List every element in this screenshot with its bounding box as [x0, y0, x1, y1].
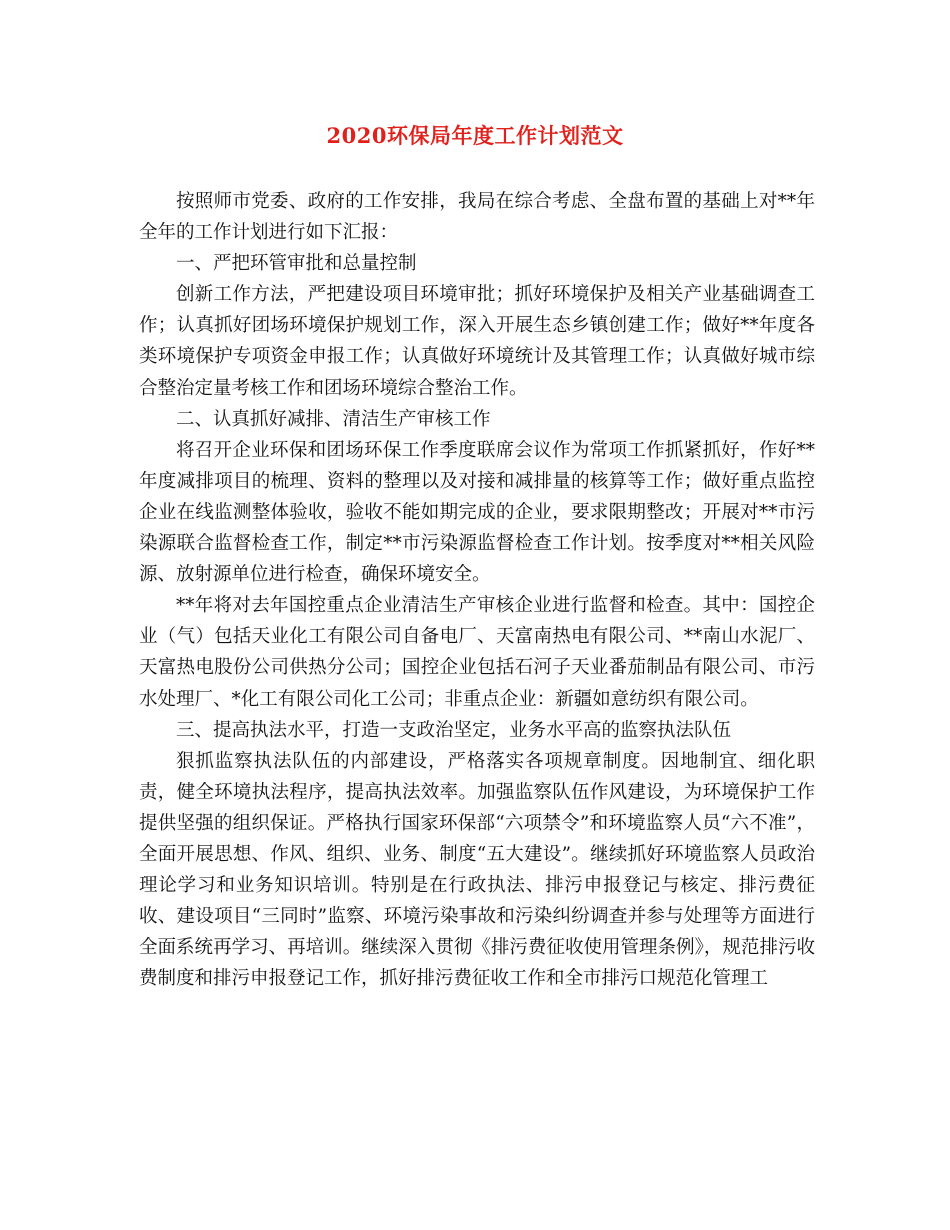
paragraph-section-1: 创新工作方法，严把建设项目环境审批；抓好环境保护及相关产业基础调查工作；认真抓好团场环境保护规划工作，深入开展生态乡镇创建工作；做好**年度各类环境保护专项资金申报工作；认真做好环境统计及其管理工作；认真做好城市综合整治定量考核工作和团场环境综合整治工作。: [139, 284, 815, 399]
section-heading-2: 二、认真抓好减排、清洁生产审核工作: [176, 408, 491, 430]
document-title: 2020环保局年度工作计划范文: [326, 123, 624, 148]
paragraph-intro: 按照师市党委、政府的工作安排，我局在综合考虑、全盘布置的基础上对**年全年的工作计划进行如下汇报：: [139, 191, 815, 244]
document-body: [139, 186, 815, 994]
paragraph-section-2b: **年将对去年国控重点企业清洁生产审核企业进行监督和检查。其中：国控企业（气）包括天业化工有限公司自备电厂、天富南热电有限公司、**南山水泥厂、天富热电股份公司供热分公司；国控企业包括石河子天业番茄制品有限公司、市污水处理厂、*化工有限公司化工公司；非重点企业：新疆如意纺织有限公司。: [139, 595, 815, 710]
paragraph-section-3: 狠抓监察执法队伍的内部建设，严格落实各项规章制度。因地制宜、细化职责，健全环境执法程序，提高执法效率。加强监察队伍作风建设，为环境保护工作提供坚强的组织保证。严格执行国家环保部“六项禁令”和环境监察人员“六不准”，全面开展思想、作风、组织、业务、制度“五大建设”。继续抓好环境监察人员政治理论学习和业务知识培训。特别是在行政执法、排污申报登记与核定、排污费征收、建设项目“三同时”监察、环境污染事故和污染纠纷调查并参与处理等方面进行全面系统再学习、再培训。继续深入贯彻《排污费征收使用管理条例》，规范排污收费制度和排污申报登记工作，抓好排污费征收工作和全市排污口规范化管理工: [139, 750, 815, 990]
section-heading-3: 三、提高执法水平，打造一支政治坚定，业务水平高的监察执法队伍: [176, 719, 732, 741]
paragraph-section-2a: 将召开企业环保和团场环保工作季度联席会议作为常项工作抓紧抓好，作好**年度减排项目的梳理、资料的整理以及对接和减排量的核算等工作；做好重点监控企业在线监测整体验收，验收不能如期完成的企业，要求限期整改；开展对**市污染源联合监督检查工作，制定**市污染源监督检查工作计划。按季度对**相关风险源、放射源单位进行检查，确保环境安全。: [139, 439, 815, 586]
section-heading-1: 一、严把环管审批和总量控制: [176, 253, 417, 275]
